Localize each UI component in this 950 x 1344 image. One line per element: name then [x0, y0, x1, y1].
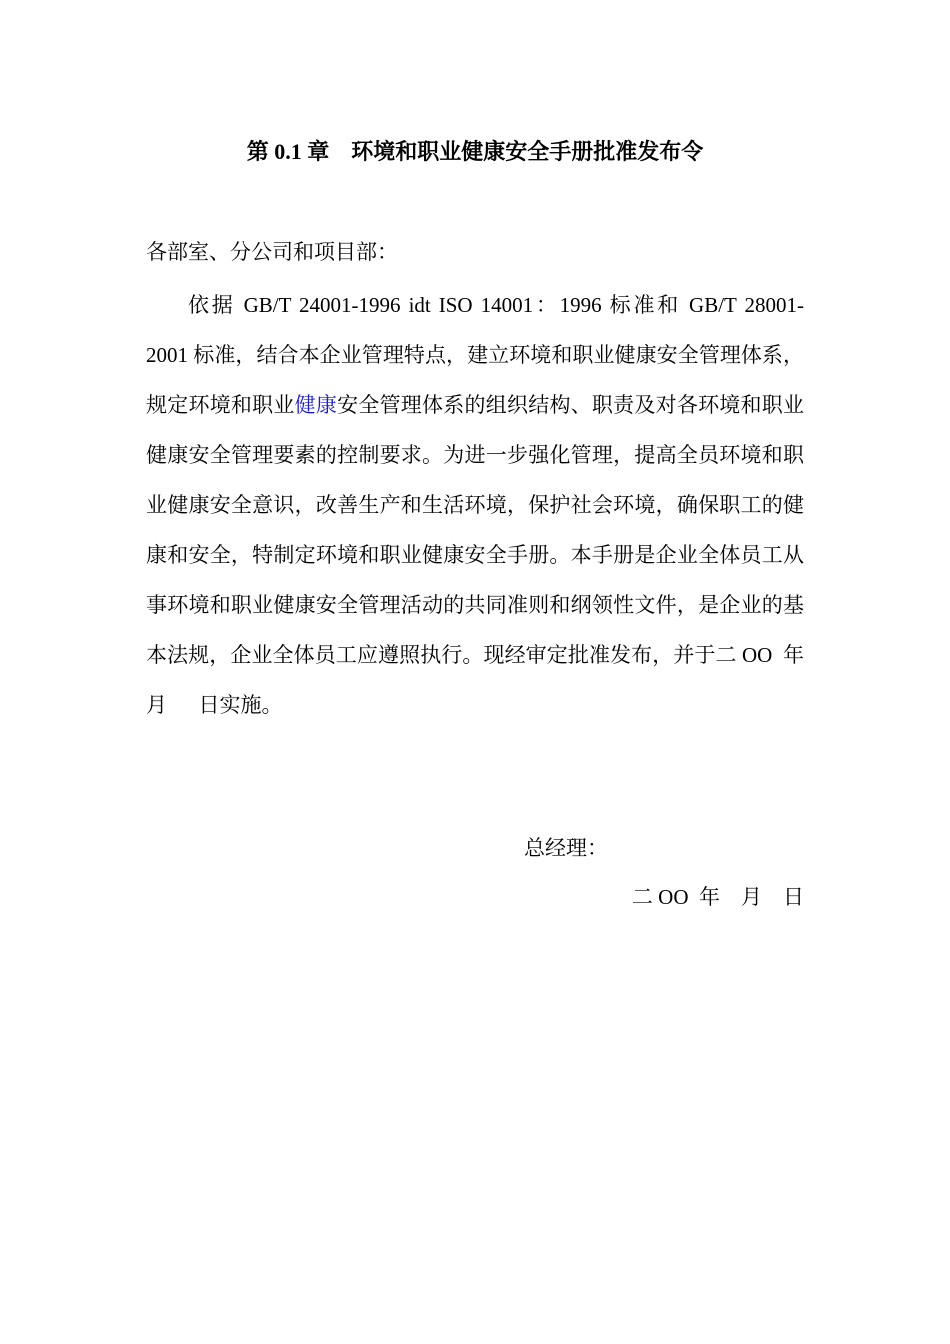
signer-label: 总经理：: [524, 836, 608, 860]
salutation: 各部室、分公司和项目部：: [146, 240, 398, 264]
page-title: 第 0.1 章 环境和职业健康安全手册批准发布令: [246, 139, 704, 164]
signature-date: 二 OO 年 月 日: [631, 885, 804, 909]
body-text-part2: 安全管理体系的组织结构、职责及对各环境和职业健康安全管理要素的控制要求。为进一步强化管理，提高全员环境和职业健康安全意识，改善生产和生活环境，保护社会环境，确保职工的健康和安全，特制定环境和职业健康安全手册。本手册是企业全体员工从事环境和职业健康安全管理活动的共同准则和纲领性文件，是企业的基本法规，企业全体员工应遵照执行。现经审定批准发布，并于二 OO 年 月 日实施。: [146, 393, 825, 717]
health-link[interactable]: 健康: [294, 393, 338, 417]
body-text-part1: 依据 GB/T 24001-1996 idt ISO 14001：1996 标准和 GB/T 28001-2001 标准，结合本企业管理特点，建立环境和职业健康安全管理体系，规定环境和职业: [146, 293, 804, 417]
body-paragraph: [146, 280, 825, 730]
